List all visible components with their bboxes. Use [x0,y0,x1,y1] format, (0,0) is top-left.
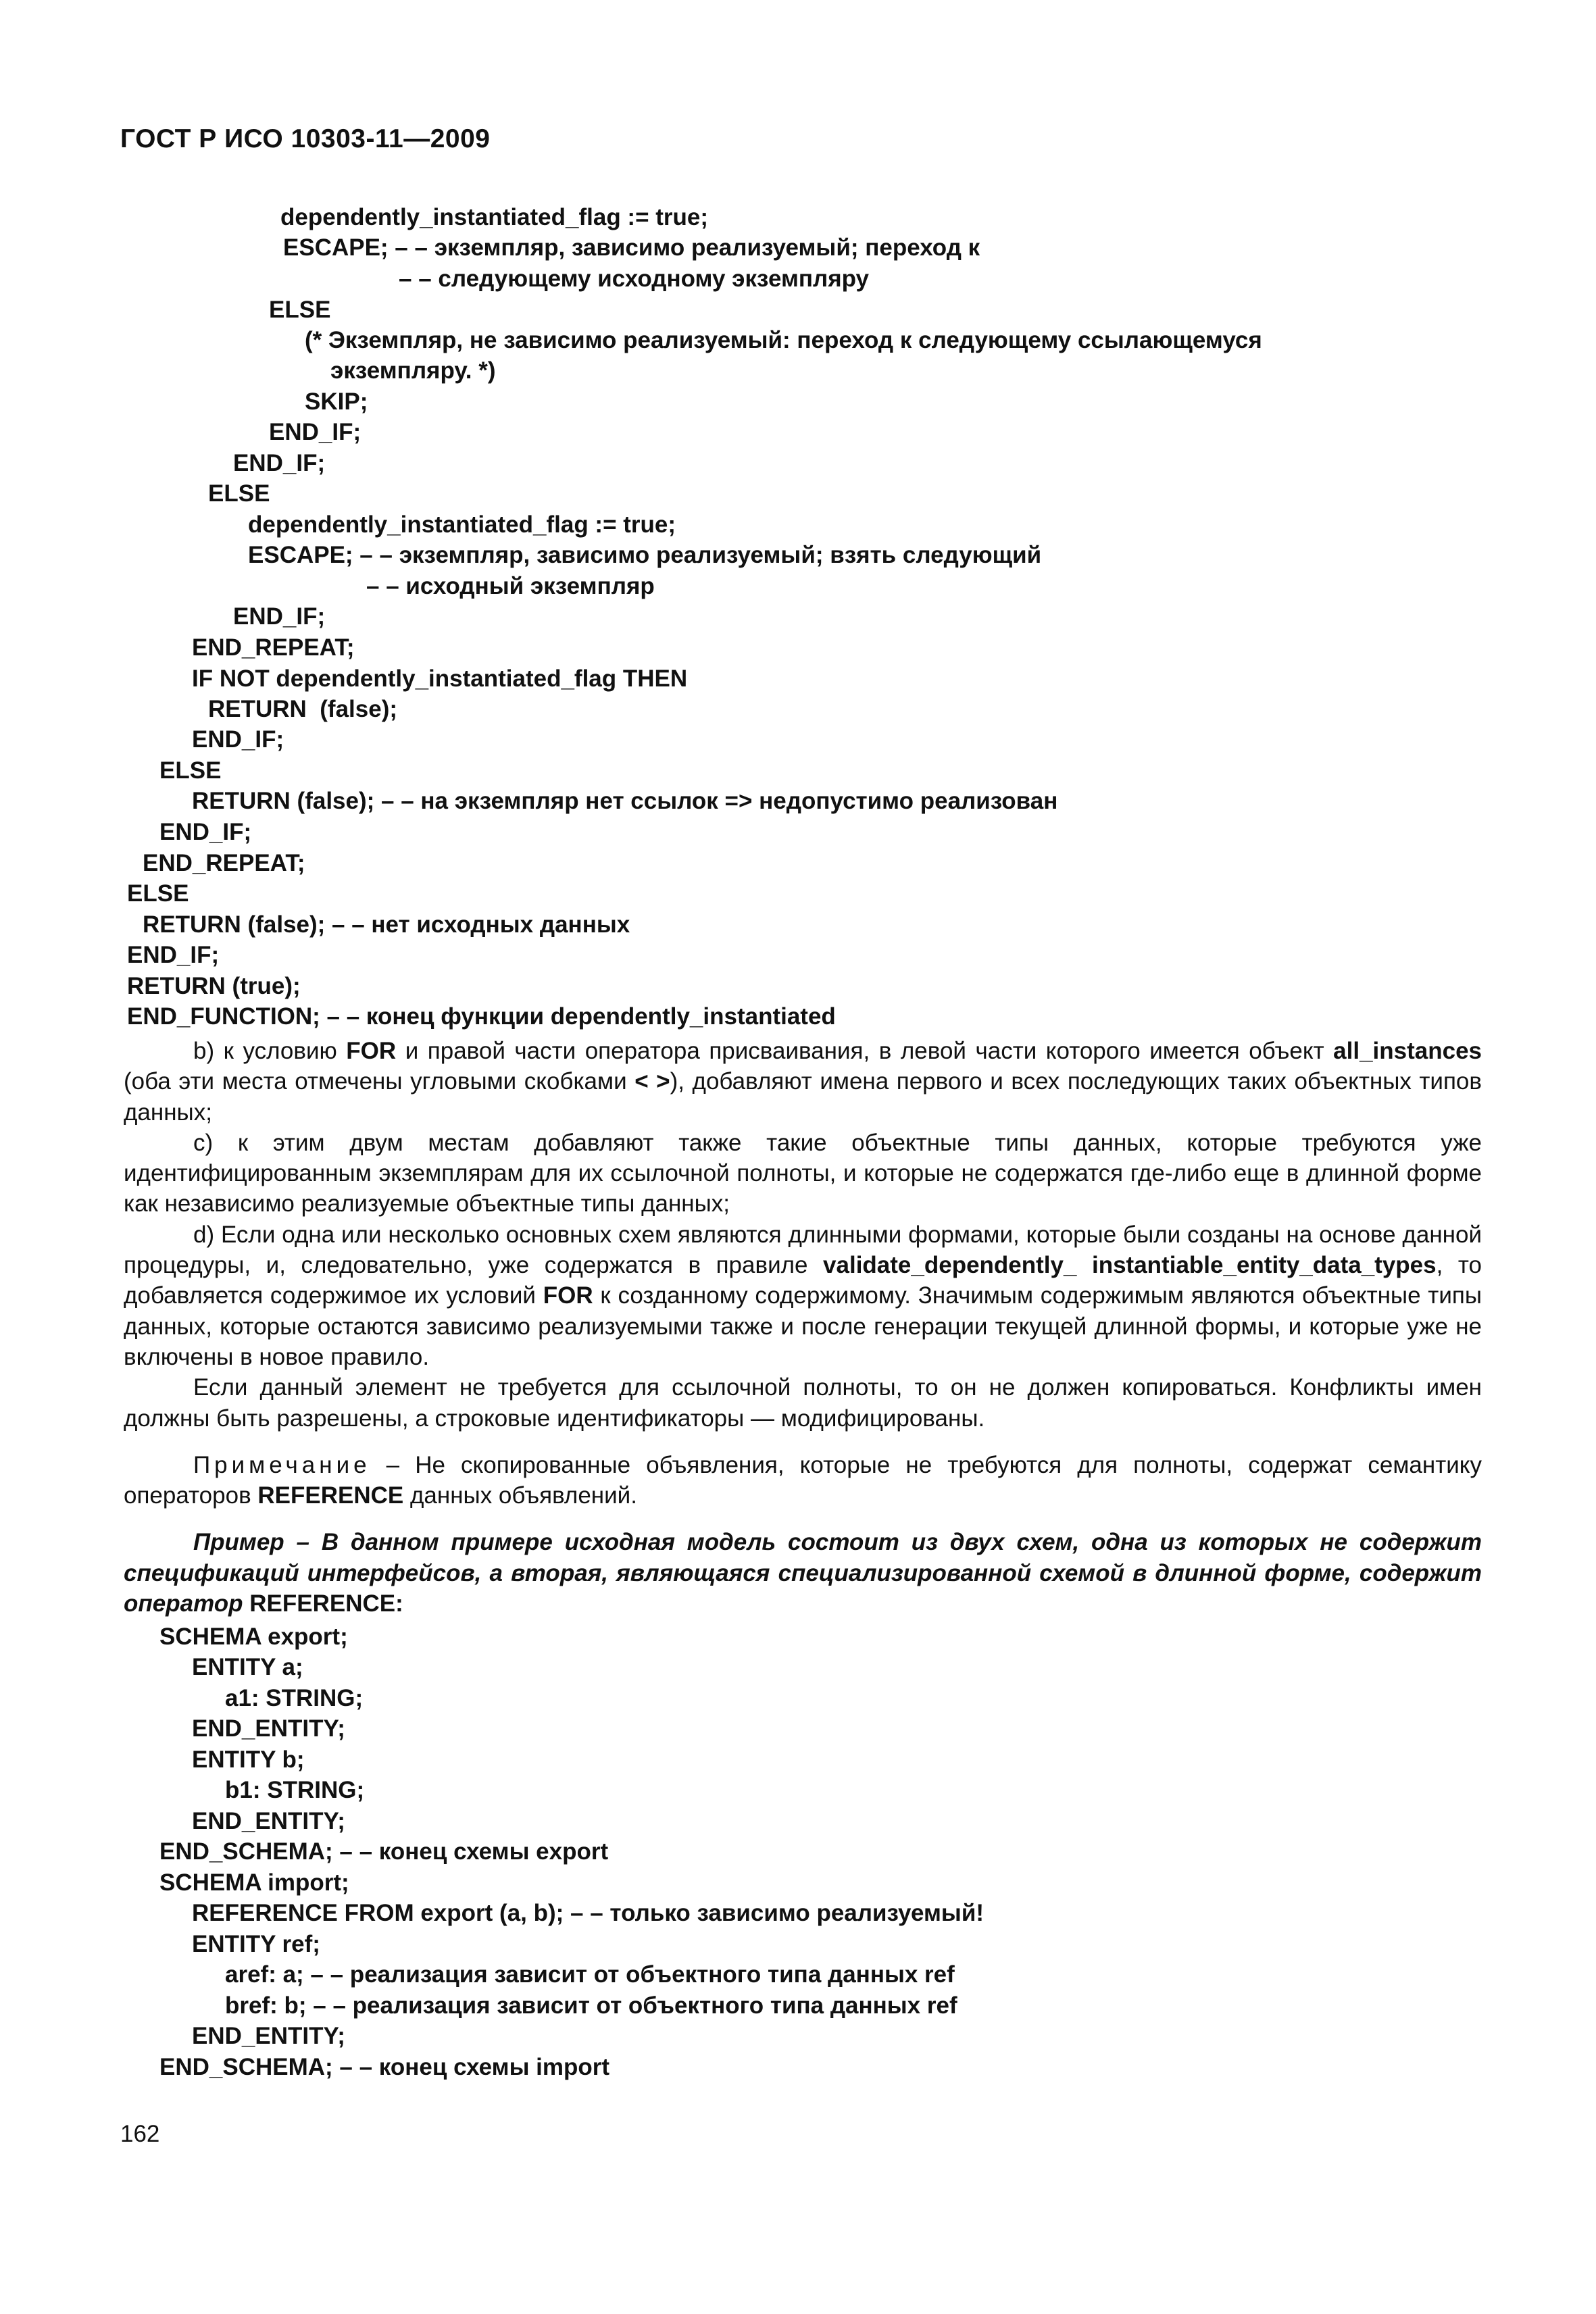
code-line: END_IF; [233,450,326,476]
code-line: RETURN (false); [208,696,398,722]
code-line: RETURN (false); – – на экземпляр нет ссылок => недопустимо реализован [192,788,1058,814]
code-line: SCHEMA export; [159,1624,348,1650]
code-line: dependently_instantiated_flag := true; [248,511,676,538]
code-line: b1: STRING; [225,1777,365,1803]
code-line: END_IF; [159,819,252,845]
code-line: RETURN (false); – – нет исходных данных [143,911,630,938]
code-line: ELSE [208,480,270,507]
paragraph-d: d) Если одна или несколько основных схем являются длинными формами, которые были созданы на основе данной процедуры, и, следовательно, уже содержатся в правиле validate_dependently_ instantiable_entity_data_types, то добавляется содержимое их условий FOR к созданному содержимому. Значимым содержимым являются объектные типы данных, которые остаются зависимо реализуемыми также и после генерации текущей длинной формы, и которые уже не включены в новое правило. [124,1221,1482,1370]
paragraph-b: b) к условию FOR и правой части оператора присваивания, в левой части которого имеется объект all_instances (оба эти места отмечены угловыми скобками < >), добавляют имена первого и всех последующих таких объектных типов данных; [124,1038,1482,1126]
note: Примечание – Не скопированные объявления, которые не требуются для полноты, содержат семантику операторов REFERENCE данных объявлений. [124,1451,1482,1509]
code-line: ENTITY ref; [192,1931,320,1957]
code-line: END_FUNCTION; – – конец функции dependently_instantiated [127,1003,836,1030]
code-line: END_ENTITY; [192,2023,345,2049]
note-label: Примечание [193,1451,371,1478]
code-line: IF NOT dependently_instantiated_flag THEN [192,665,688,692]
code-line: END_ENTITY; [192,1808,345,1834]
code-line: ELSE [159,757,222,784]
code-line: bref: b; – – реализация зависит от объектного типа данных ref [225,1992,957,2019]
body-text [124,1036,1482,1619]
code-line: экземпляру. *) [330,357,496,384]
code-line: END_ENTITY; [192,1715,345,1742]
code-line: ENTITY b; [192,1746,305,1773]
paragraph-e: Если данный элемент не требуется для ссылочной полноты, то он не должен копироваться. Конфликты имен должны быть разрешены, а строковые идентификаторы — модифицированы. [124,1374,1482,1432]
code-line: RETURN (true); [127,973,301,999]
code-line: – – исходный экземпляр [366,573,655,599]
code-line: a1: STRING; [225,1685,364,1711]
code-line: ENTITY a; [192,1654,303,1680]
code-line: REFERENCE FROM export (a, b); – – только зависимо реализуемый! [192,1900,984,1926]
page-number: 162 [120,2121,160,2147]
code-line: dependently_instantiated_flag := true; [280,204,709,230]
code-line: END_REPEAT; [192,634,355,661]
code-line: SCHEMA import; [159,1869,349,1896]
code-line: END_SCHEMA; – – конец схемы import [159,2054,610,2080]
code-line: ELSE [269,297,331,323]
code-line: ESCAPE; – – экземпляр, зависимо реализуемый; взять следующий [248,542,1042,568]
code-line: END_IF; [192,726,284,753]
code-line: ELSE [127,880,189,907]
paragraph-c: c) к этим двум местам добавляют также такие объектные типы данных, которые требуются уже идентифицированным экземплярам для их ссылочной полноты, и которые не содержатся где-либо еще в длинной форме как независимо реализуемые объектные типы данных; [124,1129,1482,1217]
code-line: – – следующему исходному экземпляру [399,266,870,292]
code-line: (* Экземпляр, не зависимо реализуемый: переход к следующему ссылающемуся [305,327,1262,353]
code-line: END_REPEAT; [143,850,305,876]
code-line: END_IF; [127,942,220,968]
example-heading: Пример – В данном примере исходная модель состоит из двух схем, одна из которых не содержит спецификаций интерфейсов, а вторая, являющаяся специализированной схемой в длинной форме, содержит оператор REFERENCE: [124,1529,1482,1617]
page-header: ГОСТ Р ИСО 10303-11—2009 [120,124,491,153]
code-line: ESCAPE; – – экземпляр, зависимо реализуемый; переход к [283,234,980,261]
code-line: SKIP; [305,388,368,415]
code-line: aref: a; – – реализация зависит от объектного типа данных ref [225,1961,955,1988]
code-line: END_IF; [233,603,326,630]
code-line: END_SCHEMA; – – конец схемы export [159,1838,609,1865]
code-line: END_IF; [269,419,361,445]
